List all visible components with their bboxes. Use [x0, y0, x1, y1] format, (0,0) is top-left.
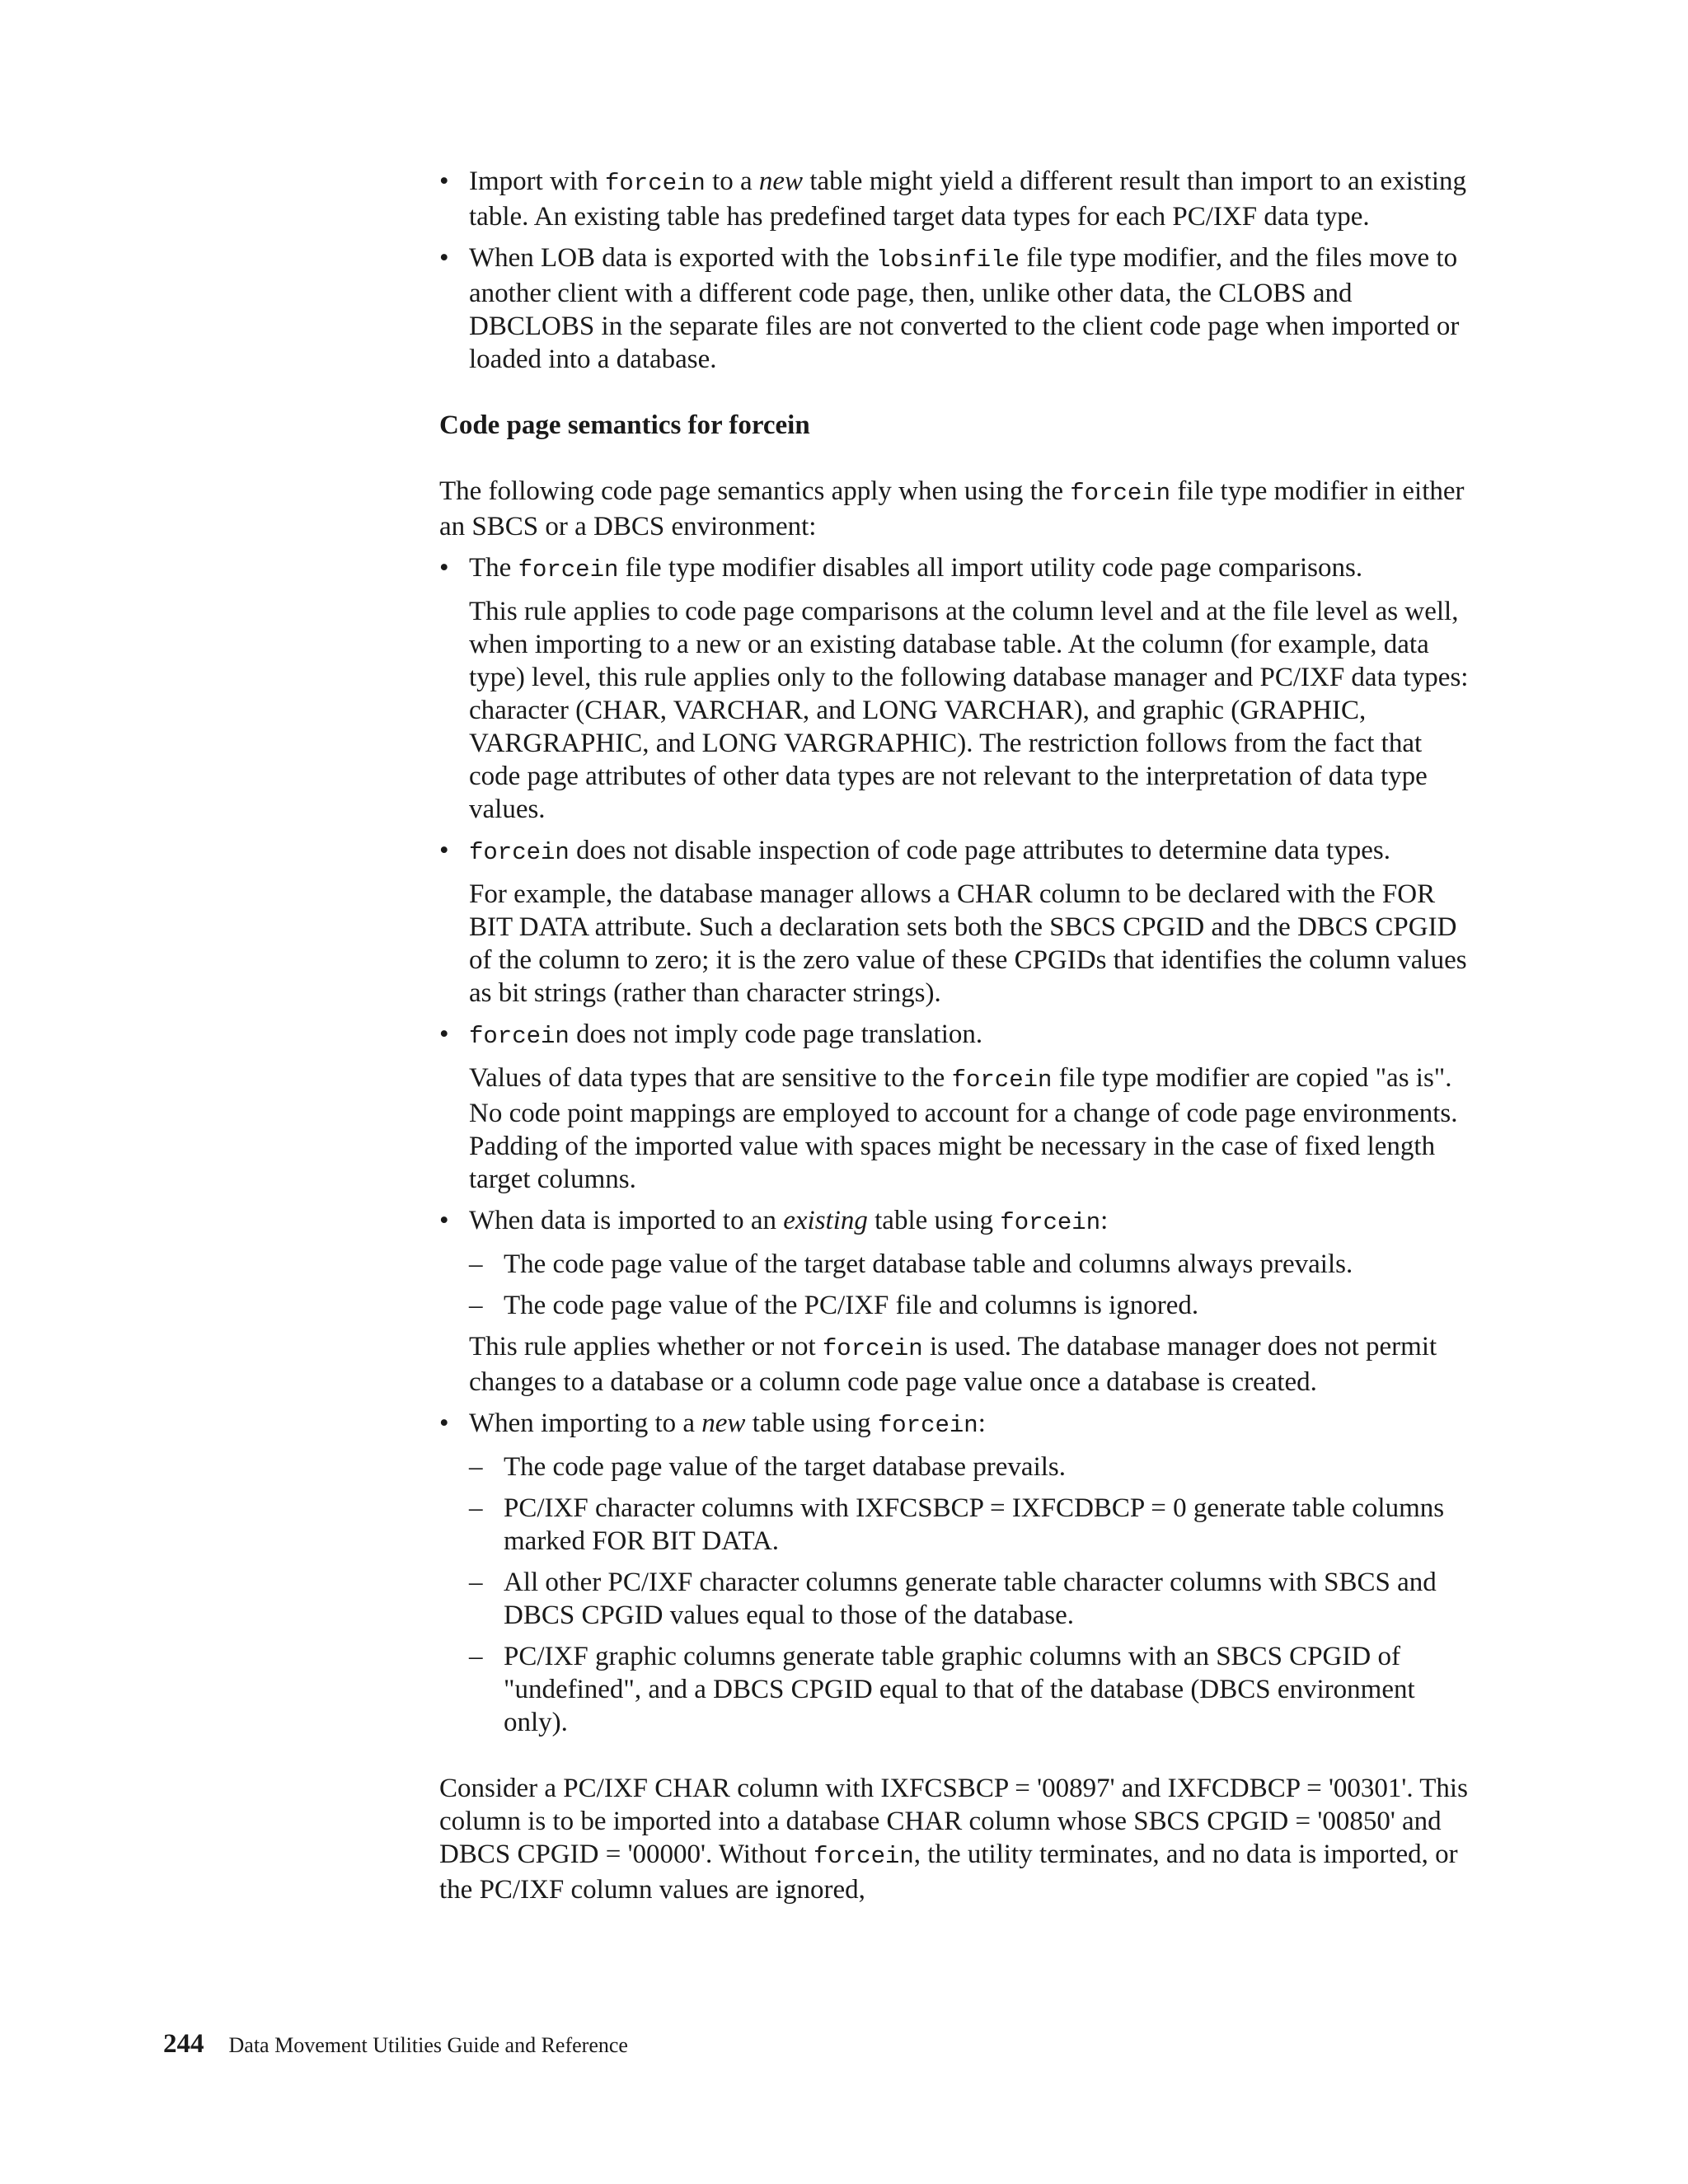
book-title: Data Movement Utilities Guide and Reference — [228, 2033, 628, 2057]
code-term: forcein — [951, 1066, 1053, 1094]
code-term: forcein — [469, 839, 570, 866]
list-item — [439, 551, 1478, 826]
emphasis: existing — [783, 1206, 868, 1235]
closing-paragraph — [439, 1772, 1478, 1906]
list-item — [439, 1204, 1478, 1399]
dash-item: – The code page value of the target database table and columns always prevails. — [469, 1248, 1478, 1281]
text: The — [469, 553, 518, 583]
text: file type modifier, and the files move to another client with a different code page, then, unlike other data, the CLOBS and DBCLOBS in the separate files are not converted to the client code page when imported or loaded into a database. — [469, 243, 1460, 374]
code-term: forcein — [1070, 480, 1171, 507]
text: Consider a PC/IXF CHAR column with IXFCSBCP = '00897' and IXFCDBCP = '00301'. This column is to be imported into a database CHAR column whose SBCS CPGID = '00850' and DBCS CPGID = '00000'. Without — [439, 1774, 1468, 1869]
list-item — [439, 1407, 1478, 1739]
text: is used. The database manager does not permit changes to a database or a column code page value once a database is created. — [469, 1332, 1437, 1397]
section-heading: Code page semantics for forcein — [439, 410, 810, 440]
dash-list — [469, 1248, 1478, 1322]
text: does not disable inspection of code page attributes to determine data types. — [569, 836, 1390, 865]
text: When LOB data is exported with the — [469, 243, 876, 273]
code-term: forcein — [1000, 1209, 1101, 1236]
text: file type modifier in either an SBCS or a DBCS environment: — [439, 476, 1465, 541]
text: table using — [867, 1206, 1001, 1235]
text: file type modifier are copied "as is". No code point mappings are employed to account for a change of code page environments. Padding of the imported value with spaces might be necessary in the case of fixed length target columns. — [469, 1063, 1458, 1194]
dash-item: – PC/IXF graphic columns generate table graphic columns with an SBCS CPGID of "undefined", and a DBCS CPGID equal to that of the database (DBCS environment only). — [469, 1640, 1478, 1739]
bullet-detail: For example, the database manager allows a CHAR column to be declared with the FOR BIT DATA attribute. Such a declaration sets both the SBCS CPGID and the DBCS CPGID of the column to zero; it is the zero value of these CPGIDs that identifies the column values as bit strings (rather than character strings). — [469, 879, 1467, 1008]
page-footer — [163, 2029, 628, 2060]
lead-paragraph — [439, 475, 1478, 543]
semantics-bullet-list — [439, 551, 1478, 1739]
text: Import with — [469, 166, 605, 196]
text: The following code page semantics apply when using the — [439, 476, 1071, 506]
dash-item: – PC/IXF character columns with IXFCSBCP = IXFCDBCP = 0 generate table columns marked FOR BIT DATA. — [469, 1492, 1478, 1558]
page-body — [439, 165, 1478, 1915]
emphasis: new — [701, 1408, 746, 1438]
bullet-detail — [469, 1330, 1478, 1399]
code-term: forcein — [604, 170, 706, 197]
dash-list — [469, 1451, 1478, 1739]
dash-item: – The code page value of the target database prevails. — [469, 1451, 1478, 1483]
emphasis: new — [758, 166, 804, 196]
intro-bullet-list — [439, 165, 1478, 376]
text: does not imply code page translation. — [569, 1019, 983, 1049]
list-item — [439, 1018, 1478, 1196]
bullet-detail — [469, 1062, 1478, 1196]
code-term: forcein — [813, 1843, 914, 1870]
code-term: forcein — [518, 556, 619, 583]
bullet-detail: This rule applies to code page comparisons at the column level and at the file level as well, when importing to a new or an existing database table. At the column (for example, data type) level, this rule applies only to the following database manager and PC/IXF data types: character (CHAR, VARCHAR, and LONG VARCHAR), and graphic (GRAPHIC, VARGRAPHIC, and LONG VARGRAPHIC). The restriction follows from the fact that code page attributes of other data types are not relevant to the interpretation of data type values. — [469, 597, 1469, 824]
code-term: forcein — [822, 1335, 923, 1362]
code-term: forcein — [877, 1412, 978, 1439]
list-item — [439, 165, 1478, 233]
text: When data is imported to an — [469, 1206, 784, 1235]
text: to a — [705, 166, 759, 196]
text: table using — [745, 1408, 878, 1438]
text: : — [978, 1408, 986, 1438]
text: This rule applies whether or not — [469, 1332, 823, 1361]
dash-item: – The code page value of the PC/IXF file and columns is ignored. — [469, 1289, 1478, 1322]
text: Values of data types that are sensitive to the — [469, 1063, 952, 1093]
code-term: lobsinfile — [875, 246, 1020, 274]
text: : — [1100, 1206, 1109, 1235]
page-number: 244 — [163, 2029, 204, 2059]
text: , the utility terminates, and no data is imported, or the PC/IXF column values are ignored, — [439, 1840, 1458, 1905]
text: table might yield a different result than import to an existing table. An existing table has predefined target data types for each PC/IXF data type. — [469, 166, 1467, 232]
list-item — [439, 241, 1478, 376]
list-item — [439, 834, 1478, 1010]
text: When importing to a — [469, 1408, 702, 1438]
dash-item: – All other PC/IXF character columns generate table character columns with SBCS and DBCS CPGID values equal to those of the database. — [469, 1566, 1478, 1632]
text: file type modifier disables all import utility code page comparisons. — [618, 553, 1363, 583]
code-term: forcein — [469, 1023, 570, 1050]
